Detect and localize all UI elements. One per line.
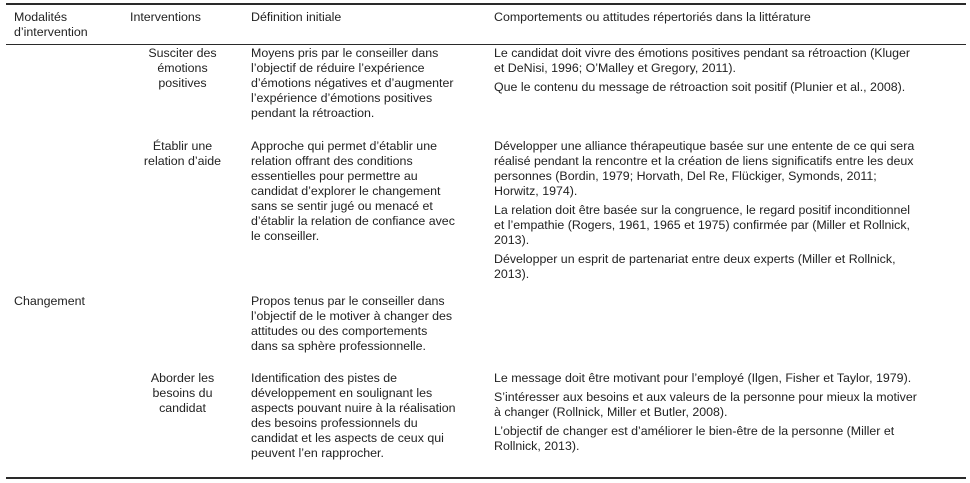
- definition-line: pendant la rétroaction.: [251, 106, 375, 120]
- definition-cell: [251, 46, 479, 121]
- behavior-line: La relation doit être basée sur la congruence, le regard positif inconditionnel: [494, 203, 911, 217]
- header-behaviors: Comportements ou attitudes répertoriés dans la littérature: [494, 10, 811, 24]
- behavior-item: [494, 139, 950, 199]
- behavior-line: Le candidat doit vivre des émotions positives pendant sa rétroaction (Kluger: [494, 46, 911, 60]
- definition-line: des besoins professionnels du: [251, 416, 418, 430]
- intervention-line: relation d’aide: [143, 154, 222, 168]
- behavior-item: [494, 203, 950, 248]
- behavior-item: [494, 424, 950, 454]
- header-modalities-line: d’intervention: [14, 25, 88, 39]
- behavior-item: [494, 390, 950, 420]
- behavior-item: [494, 252, 950, 282]
- behavior-line: Que le contenu du message de rétroaction soit positif (Plunier et al., 2008).: [494, 80, 906, 94]
- table-bottom-rule: [6, 477, 966, 479]
- behavior-line: S’intéresser aux besoins et aux valeurs de la personne pour mieux la motiver: [494, 390, 917, 404]
- definition-line: Identification des pistes de: [251, 371, 398, 385]
- definition-line: l’objectif de le motiver à changer des: [251, 309, 453, 323]
- behavior-line: L’objectif de changer est d’améliorer le bien-être de la personne (Miller et: [494, 424, 895, 438]
- definition-cell: [251, 294, 479, 354]
- behavior-line: et DeNisi, 1996; O’Malley et Gregory, 2011).: [494, 61, 736, 75]
- behavior-line: Rollnick, 2013).: [494, 439, 580, 453]
- definition-line: Approche qui permet d’établir une: [251, 139, 437, 153]
- definition-line: essentielles pour permettre au: [251, 169, 418, 183]
- intervention-line: besoins du: [152, 386, 213, 400]
- definition-cell: [251, 139, 479, 244]
- intervention-line: Établir une: [152, 139, 213, 153]
- behavior-line: Horwitz, 1974).: [494, 184, 578, 198]
- behaviors-cell: [494, 371, 950, 454]
- behavior-line: et l’empathie (Rogers, 1961, 1965 et 1975) confirmée par (Miller et Rollnick,: [494, 218, 910, 232]
- definition-line: l’expérience d’émotions positives: [251, 91, 433, 105]
- definition-line: le conseiller.: [251, 229, 320, 243]
- behavior-line: à changer (Rollnick, Miller et Butler, 2008).: [494, 405, 728, 419]
- definition-line: Moyens pris par le conseiller dans: [251, 46, 439, 60]
- intervention-line: émotions: [157, 61, 208, 75]
- behavior-item: [494, 80, 950, 95]
- intervention-line: candidat: [159, 401, 206, 415]
- definition-line: candidat d’explorer le changement: [251, 184, 441, 198]
- header-modalities: [14, 10, 119, 40]
- behavior-item: [494, 46, 950, 76]
- definition-line: attitudes ou des comportements: [251, 324, 428, 338]
- behavior-line: 2013).: [494, 267, 530, 281]
- intervention-line: positives: [158, 76, 207, 90]
- header-definition: Définition initiale: [251, 10, 342, 24]
- behavior-line: réalisé pendant la rencontre et la création de liens significatifs entre les deux: [494, 154, 914, 168]
- definition-line: aspects pouvant nuire à la réalisation: [251, 401, 456, 415]
- definition-line: Propos tenus par le conseiller dans: [251, 294, 445, 308]
- definition-line: l’objectif de réduire l’expérience: [251, 61, 425, 75]
- header-modalities-line: Modalités: [14, 10, 68, 24]
- intervention-line: Susciter des: [148, 46, 217, 60]
- definition-line: d’émotions négatives et d’augmenter: [251, 76, 454, 90]
- definition-line: candidat et les aspects de ceux qui: [251, 431, 444, 445]
- intervention-cell: [130, 371, 235, 416]
- definition-line: développement en soulignant les: [251, 386, 433, 400]
- behavior-item: [494, 371, 950, 386]
- behaviors-cell: [494, 139, 950, 282]
- definition-cell: [251, 371, 479, 461]
- table-top-rule: [6, 3, 966, 5]
- definition-line: relation offrant des conditions: [251, 154, 413, 168]
- behavior-line: Développer un esprit de partenariat entre deux experts (Miller et Rollnick,: [494, 252, 896, 266]
- modality-changement: Changement: [14, 294, 85, 308]
- behavior-line: 2013).: [494, 233, 530, 247]
- header-interventions: Interventions: [130, 10, 201, 24]
- definition-line: dans sa sphère professionnelle.: [251, 339, 426, 353]
- definition-line: d’établir la relation de confiance avec: [251, 214, 455, 228]
- behavior-line: Développer une alliance thérapeutique basée sur une entente de ce qui sera: [494, 139, 915, 153]
- definition-line: peuvent l’en rapprocher.: [251, 446, 384, 460]
- intervention-cell: [130, 46, 235, 91]
- definition-line: sans se sentir jugé ou menacé et: [251, 199, 433, 213]
- behavior-line: personnes (Bordin, 1979; Horvath, Del Re, Flückiger, Symonds, 2011;: [494, 169, 877, 183]
- intervention-cell: [130, 139, 235, 169]
- behavior-line: Le message doit être motivant pour l’employé (Ilgen, Fisher et Taylor, 1979).: [494, 371, 912, 385]
- table-header-rule: [6, 44, 966, 45]
- behaviors-cell: [494, 46, 950, 95]
- intervention-line: Aborder les: [150, 371, 215, 385]
